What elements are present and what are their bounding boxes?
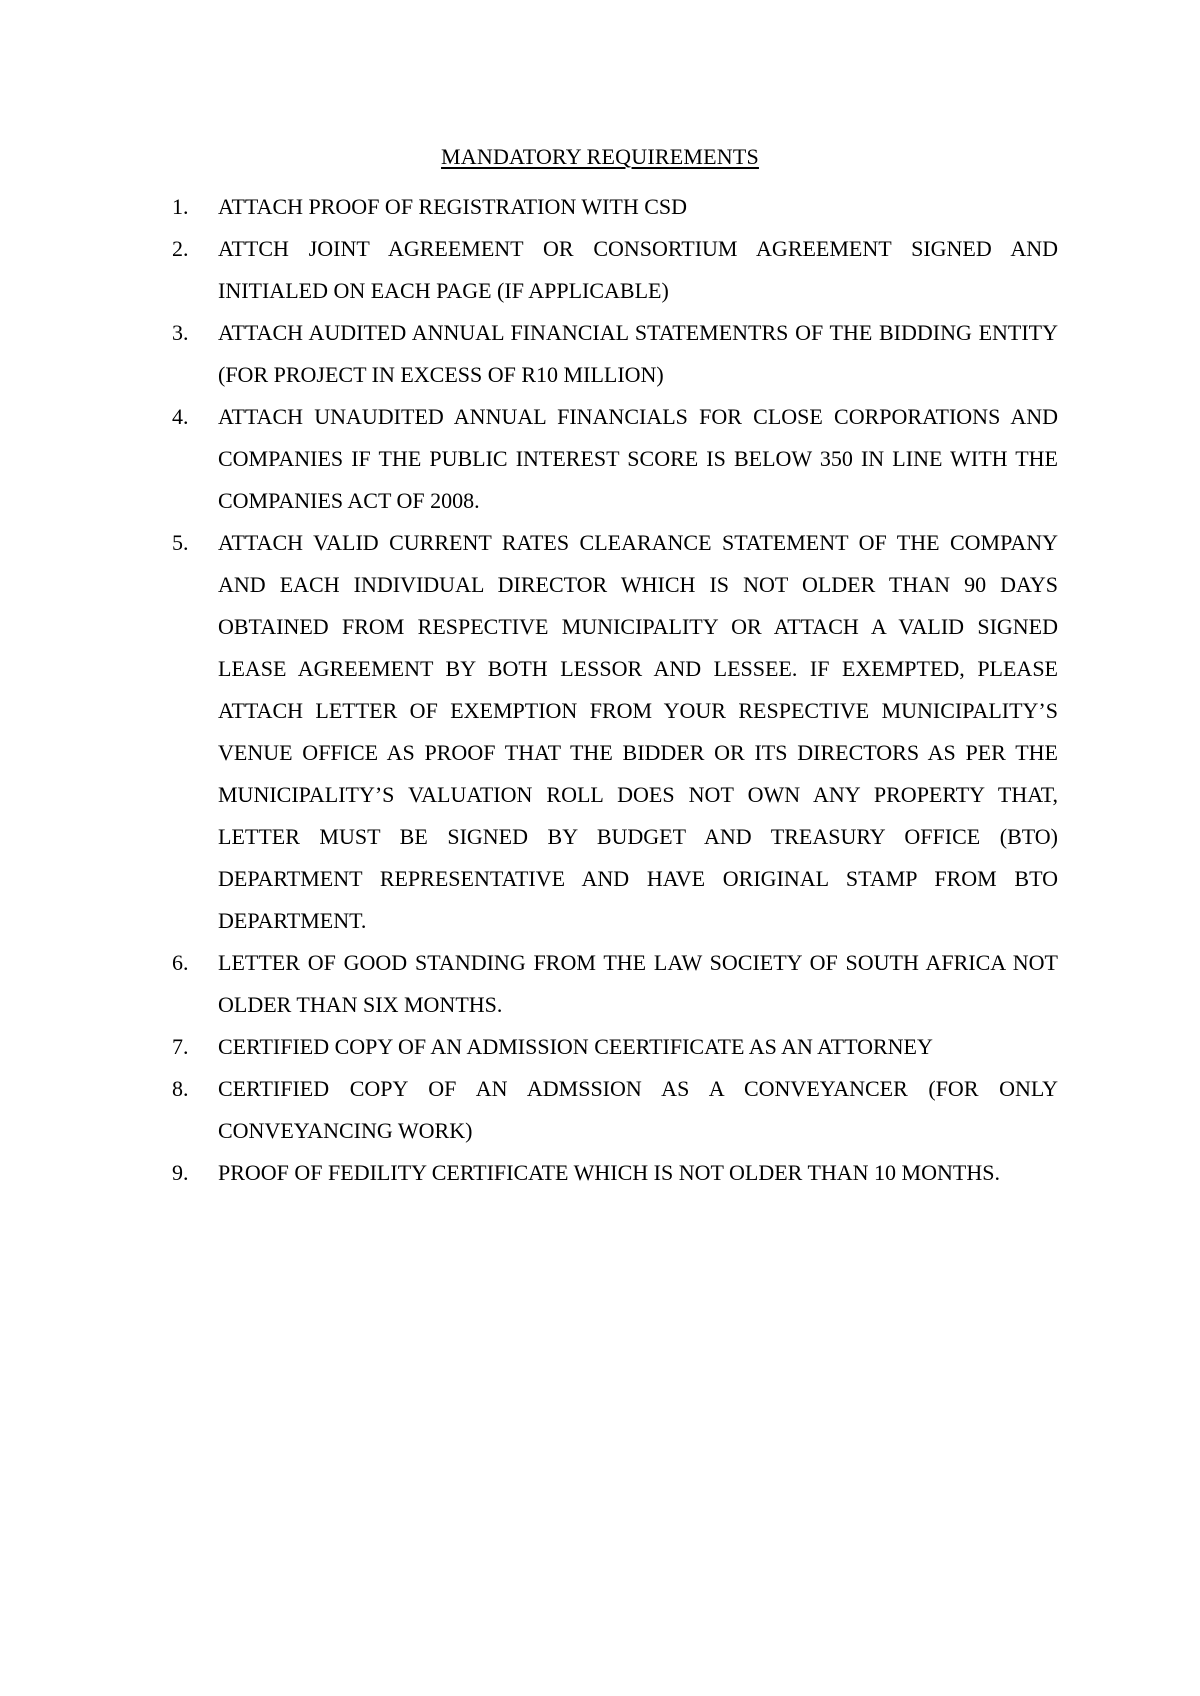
requirement-text: CERTIFIED COPY OF AN ADMISSION CEERTIFICATE AS AN ATTORNEY	[218, 1034, 933, 1059]
requirement-number: 2.	[172, 236, 189, 261]
requirement-number: 4.	[172, 404, 189, 429]
requirements-list	[172, 186, 1058, 1194]
requirement-text: ATTACH VALID CURRENT RATES CLEARANCE STATEMENT OF THE COMPANY AND EACH INDIVIDUAL DIRECTOR WHICH IS NOT OLDER THAN 90 DAYS OBTAINED FROM RESPECTIVE MUNICIPALITY OR ATTACH A VALID SIGNED LEASE AGREEMENT BY BOTH LESSOR AND LESSEE. IF EXEMPTED, PLEASE ATTACH LETTER OF EXEMPTION FROM YOUR RESPECTIVE MUNICIPALITY’S VENUE OFFICE AS PROOF THAT THE BIDDER OR ITS DIRECTORS AS PER THE MUNICIPALITY’S VALUATION ROLL DOES NOT OWN ANY PROPERTY THAT, LETTER MUST BE SIGNED BY BUDGET AND TREASURY OFFICE (BTO) DEPARTMENT REPRESENTATIVE AND HAVE ORIGINAL STAMP FROM BTO DEPARTMENT.	[218, 530, 1058, 933]
requirement-text: LETTER OF GOOD STANDING FROM THE LAW SOCIETY OF SOUTH AFRICA NOT OLDER THAN SIX MONTHS.	[218, 950, 1058, 1017]
requirement-number: 5.	[172, 530, 189, 555]
requirement-number: 6.	[172, 950, 189, 975]
requirement-text: PROOF OF FEDILITY CERTIFICATE WHICH IS NOT OLDER THAN 10 MONTHS.	[218, 1160, 1000, 1185]
requirement-text: ATTACH AUDITED ANNUAL FINANCIAL STATEMENTRS OF THE BIDDING ENTITY (FOR PROJECT IN EXCESS OF R10 MILLION)	[218, 320, 1058, 387]
requirement-item-6	[172, 942, 1058, 1026]
requirement-text: ATTACH PROOF OF REGISTRATION WITH CSD	[218, 194, 688, 219]
requirement-number: 3.	[172, 320, 189, 345]
document-title: MANDATORY REQUIREMENTS	[441, 144, 759, 169]
requirement-number: 9.	[172, 1160, 189, 1185]
requirement-item-3	[172, 312, 1058, 396]
requirement-number: 7.	[172, 1034, 189, 1059]
requirement-number: 8.	[172, 1076, 189, 1101]
requirement-item-8	[172, 1068, 1058, 1152]
requirement-item-5	[172, 522, 1058, 942]
requirement-number: 1.	[172, 194, 189, 219]
requirement-item-9	[172, 1152, 1058, 1194]
requirement-item-4	[172, 396, 1058, 522]
requirement-text: ATTCH JOINT AGREEMENT OR CONSORTIUM AGREEMENT SIGNED AND INITIALED ON EACH PAGE (IF APPLICABLE)	[218, 236, 1058, 303]
requirement-item-1	[172, 186, 1058, 228]
requirement-item-2	[172, 228, 1058, 312]
requirement-text: ATTACH UNAUDITED ANNUAL FINANCIALS FOR CLOSE CORPORATIONS AND COMPANIES IF THE PUBLIC INTEREST SCORE IS BELOW 350 IN LINE WITH THE COMPANIES ACT OF 2008.	[218, 404, 1058, 513]
requirement-text: CERTIFIED COPY OF AN ADMSSION AS A CONVEYANCER (FOR ONLY CONVEYANCING WORK)	[218, 1076, 1058, 1143]
requirement-item-7	[172, 1026, 1058, 1068]
